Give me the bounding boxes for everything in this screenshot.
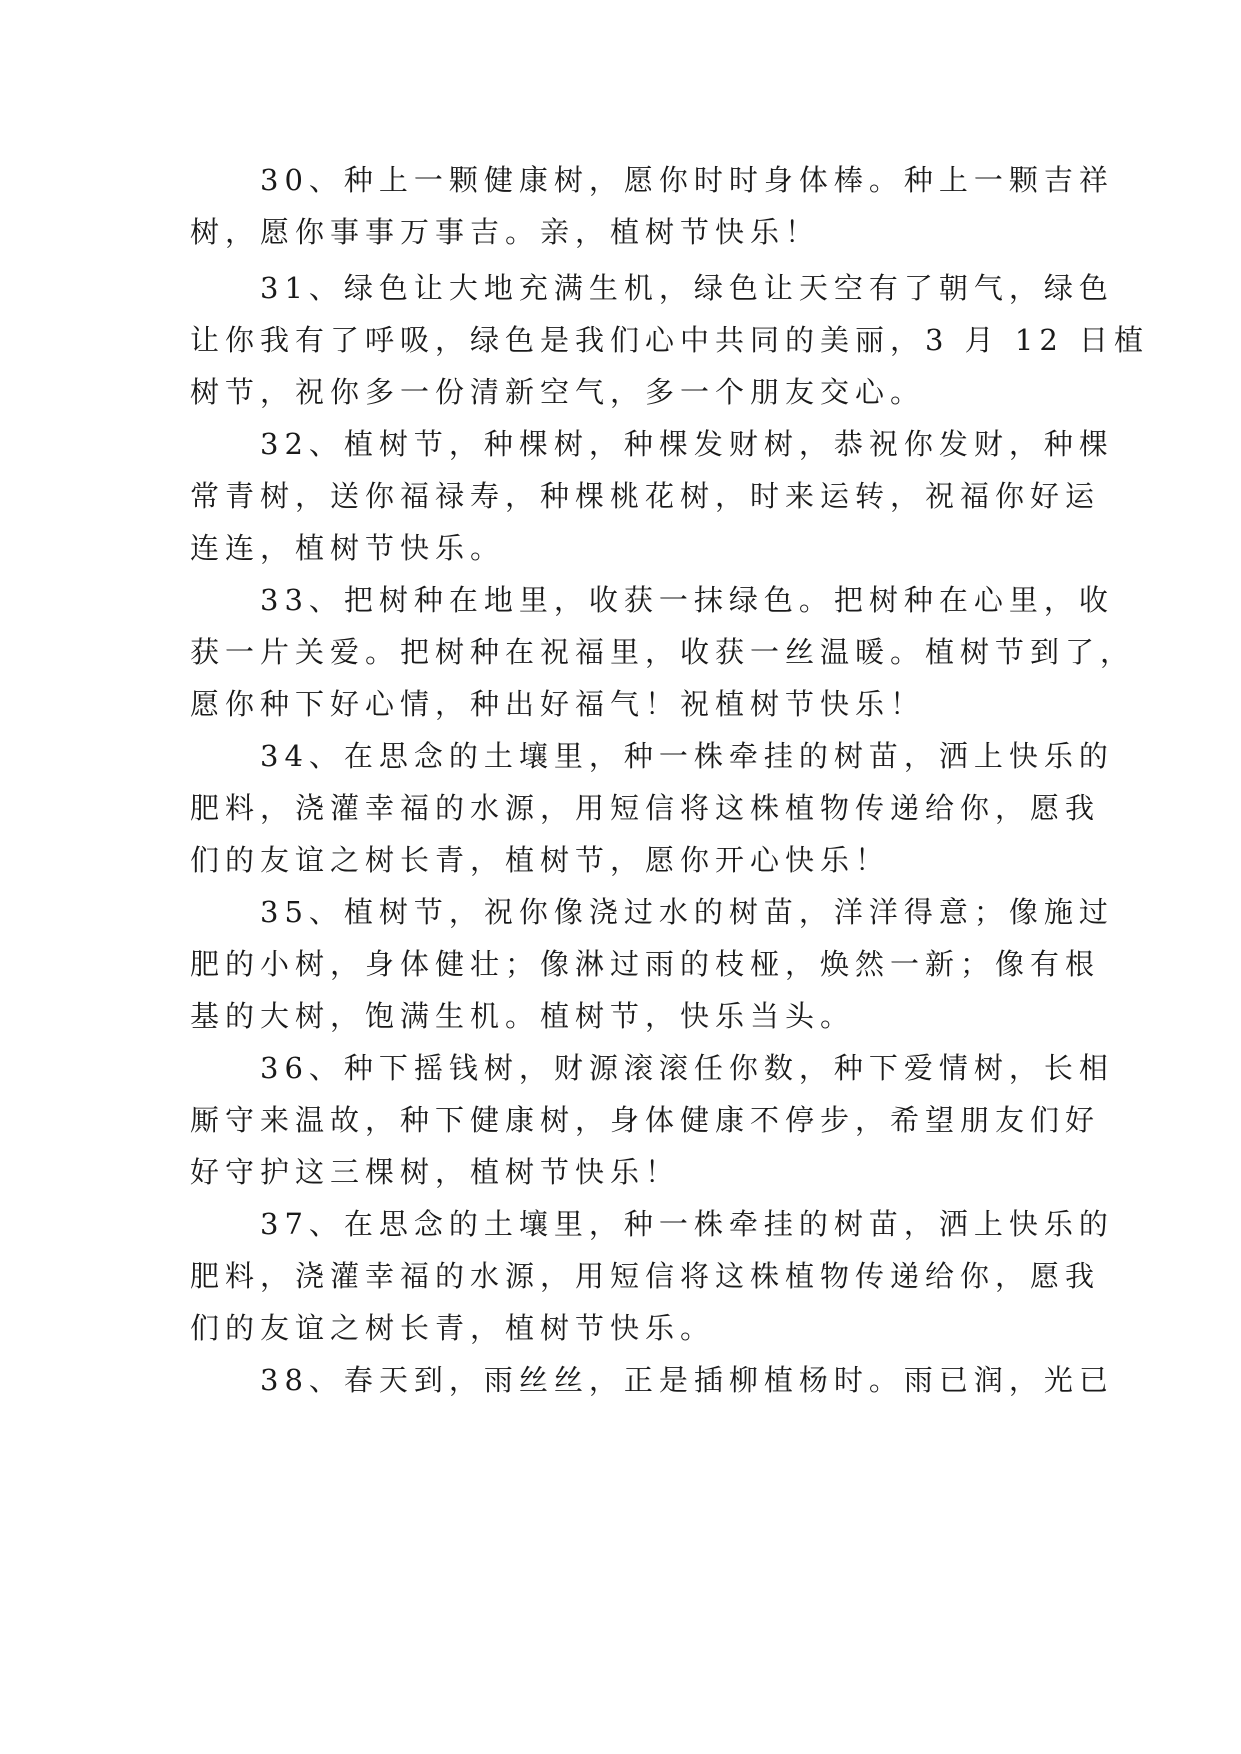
text-line: 愿你种下好心情，种出好福气！祝植树节快乐！	[190, 687, 926, 721]
text-line: 36、种下摇钱树，财源滚滚任你数，种下爱情树，长相	[190, 1051, 1114, 1085]
text-line: 常青树，送你福禄寿，种棵桃花树，时来运转，祝福你好运	[190, 479, 1101, 513]
text-line: 让你我有了呼吸，绿色是我们心中共同的美丽，3 月 12 日植	[190, 323, 1150, 357]
text-line: 获一片关爱。把树种在祝福里，收获一丝温暖。植树节到了，	[190, 635, 1136, 669]
text-line: 肥料，浇灌幸福的水源，用短信将这株植物传递给你，愿我	[190, 791, 1101, 825]
text-line: 37、在思念的土壤里，种一株牵挂的树苗，洒上快乐的	[190, 1207, 1114, 1241]
text-line: 连连，植树节快乐。	[190, 531, 506, 565]
text-line: 30、种上一颗健康树，愿你时时身体棒。种上一颗吉祥	[190, 163, 1114, 197]
text-line: 树，愿你事事万事吉。亲，植树节快乐！	[190, 215, 821, 249]
text-line: 厮守来温故，种下健康树，身体健康不停步，希望朋友们好	[190, 1103, 1101, 1137]
text-line: 38、春天到，雨丝丝，正是插柳植杨时。雨已润，光已	[190, 1363, 1114, 1397]
text-line: 31、绿色让大地充满生机，绿色让天空有了朝气，绿色	[190, 271, 1114, 305]
text-line: 34、在思念的土壤里，种一株牵挂的树苗，洒上快乐的	[190, 739, 1114, 773]
text-line: 基的大树，饱满生机。植树节，快乐当头。	[190, 999, 856, 1033]
text-line: 们的友谊之树长青，植树节快乐。	[190, 1311, 716, 1345]
text-line: 33、把树种在地里，收获一抹绿色。把树种在心里，收	[190, 583, 1114, 617]
text-line: 好守护这三棵树，植树节快乐！	[190, 1155, 681, 1189]
text-line: 32、植树节，种棵树，种棵发财树，恭祝你发财，种棵	[190, 427, 1114, 461]
text-line: 肥的小树，身体健壮；像淋过雨的枝桠，焕然一新；像有根	[190, 947, 1101, 981]
text-line: 树节，祝你多一份清新空气，多一个朋友交心。	[190, 375, 926, 409]
text-line: 肥料，浇灌幸福的水源，用短信将这株植物传递给你，愿我	[190, 1259, 1101, 1293]
text-line: 35、植树节，祝你像浇过水的树苗，洋洋得意；像施过	[190, 895, 1114, 929]
text-line: 们的友谊之树长青，植树节，愿你开心快乐！	[190, 843, 891, 877]
